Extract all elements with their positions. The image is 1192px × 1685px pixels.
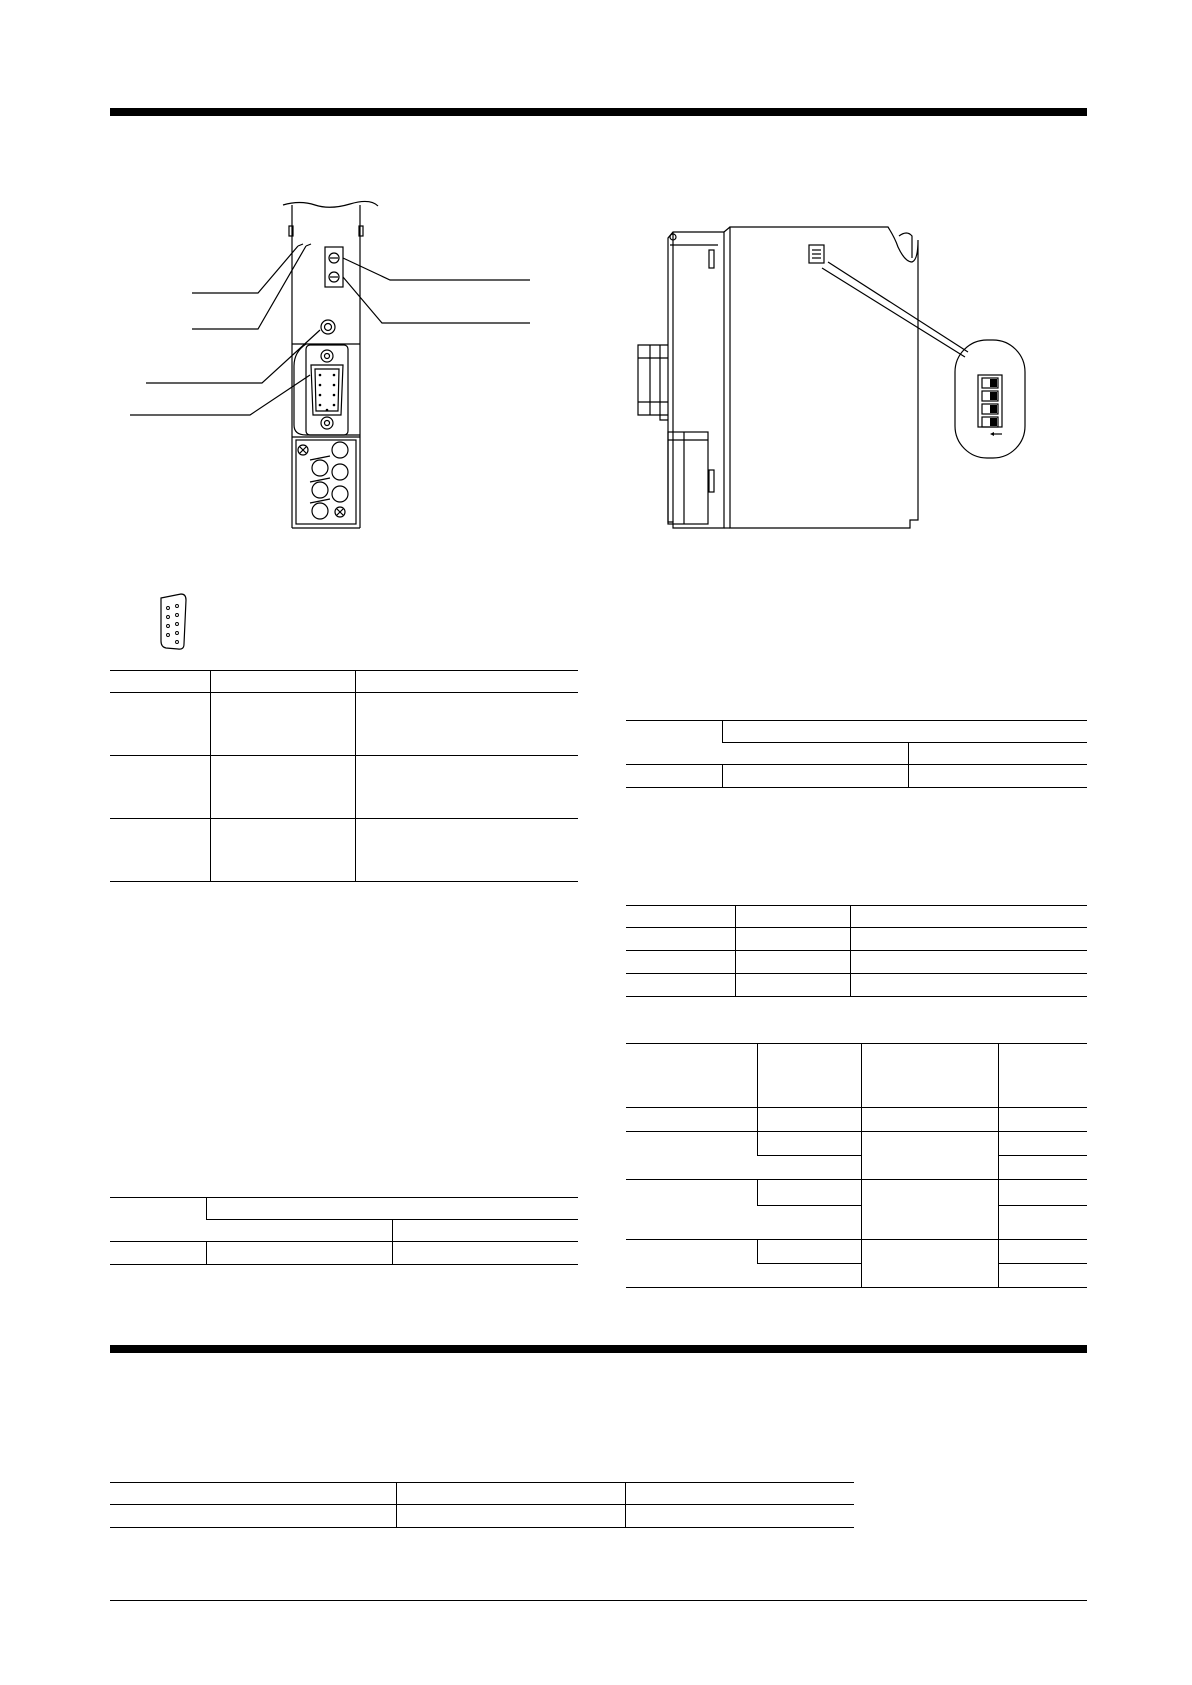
table-cell xyxy=(861,1132,998,1180)
table-cell xyxy=(908,743,1087,765)
bottom-table xyxy=(110,1482,854,1528)
table-cell xyxy=(735,951,850,974)
table-cell xyxy=(392,1242,578,1265)
table-cell xyxy=(210,693,355,756)
table-cell xyxy=(626,1108,757,1132)
table-cell xyxy=(626,721,722,765)
pin-table xyxy=(110,670,578,882)
table-cell xyxy=(757,1108,861,1132)
table-cell xyxy=(850,974,1087,997)
table-cell xyxy=(757,1240,861,1264)
right-table-1 xyxy=(626,720,1087,788)
table-cell xyxy=(722,721,1087,743)
table-cell xyxy=(626,765,722,788)
table-cell xyxy=(210,819,355,882)
table-cell xyxy=(998,1206,1087,1240)
table-cell xyxy=(110,819,210,882)
table-cell xyxy=(210,671,355,693)
right-table-2 xyxy=(626,905,1087,997)
table-cell xyxy=(206,1242,392,1265)
table-cell xyxy=(110,1198,206,1242)
table-cell xyxy=(355,693,578,756)
table-cell xyxy=(206,1198,578,1220)
table-cell xyxy=(757,1264,861,1288)
table-cell xyxy=(626,1180,757,1240)
table-cell xyxy=(735,928,850,951)
footer-rule xyxy=(110,1600,1087,1601)
table-cell xyxy=(355,819,578,882)
table-cell xyxy=(110,693,210,756)
table-cell xyxy=(850,951,1087,974)
left-small-table xyxy=(110,1197,578,1265)
table-cell xyxy=(861,1240,998,1288)
table-cell xyxy=(392,1220,578,1242)
table-cell xyxy=(998,1180,1087,1206)
table-cell xyxy=(722,765,908,788)
table-cell xyxy=(998,1264,1087,1288)
table-cell xyxy=(625,1505,854,1528)
table-cell xyxy=(861,1044,998,1108)
table-cell xyxy=(626,906,735,928)
table-cell xyxy=(626,1044,757,1108)
table-cell xyxy=(110,1483,396,1505)
table-cell xyxy=(735,906,850,928)
table-cell xyxy=(757,1156,861,1180)
right-table-3 xyxy=(626,1043,1087,1288)
table-cell xyxy=(998,1108,1087,1132)
table-cell xyxy=(626,1240,757,1288)
table-cell xyxy=(908,765,1087,788)
table-cell xyxy=(850,906,1087,928)
table-cell xyxy=(735,974,850,997)
table-cell xyxy=(626,928,735,951)
table-cell xyxy=(110,1505,396,1528)
table-cell xyxy=(861,1180,998,1240)
section-rule xyxy=(110,1345,1087,1353)
table-cell xyxy=(210,756,355,819)
table-cell xyxy=(206,1220,392,1242)
table-cell xyxy=(998,1156,1087,1180)
table-cell xyxy=(355,756,578,819)
table-cell xyxy=(757,1180,861,1206)
table-cell xyxy=(757,1044,861,1108)
table-cell xyxy=(625,1483,854,1505)
table-cell xyxy=(850,928,1087,951)
table-cell xyxy=(626,951,735,974)
table-cell xyxy=(998,1044,1087,1108)
table-cell xyxy=(861,1108,998,1132)
table-cell xyxy=(757,1206,861,1240)
table-cell xyxy=(110,671,210,693)
table-cell xyxy=(396,1505,625,1528)
table-cell xyxy=(355,671,578,693)
table-cell xyxy=(626,974,735,997)
table-cell xyxy=(626,1132,757,1180)
table-cell xyxy=(722,743,908,765)
table-cell xyxy=(110,1242,206,1265)
table-cell xyxy=(757,1132,861,1156)
table-cell xyxy=(396,1483,625,1505)
table-cell xyxy=(998,1240,1087,1264)
table-cell xyxy=(110,756,210,819)
table-cell xyxy=(998,1132,1087,1156)
